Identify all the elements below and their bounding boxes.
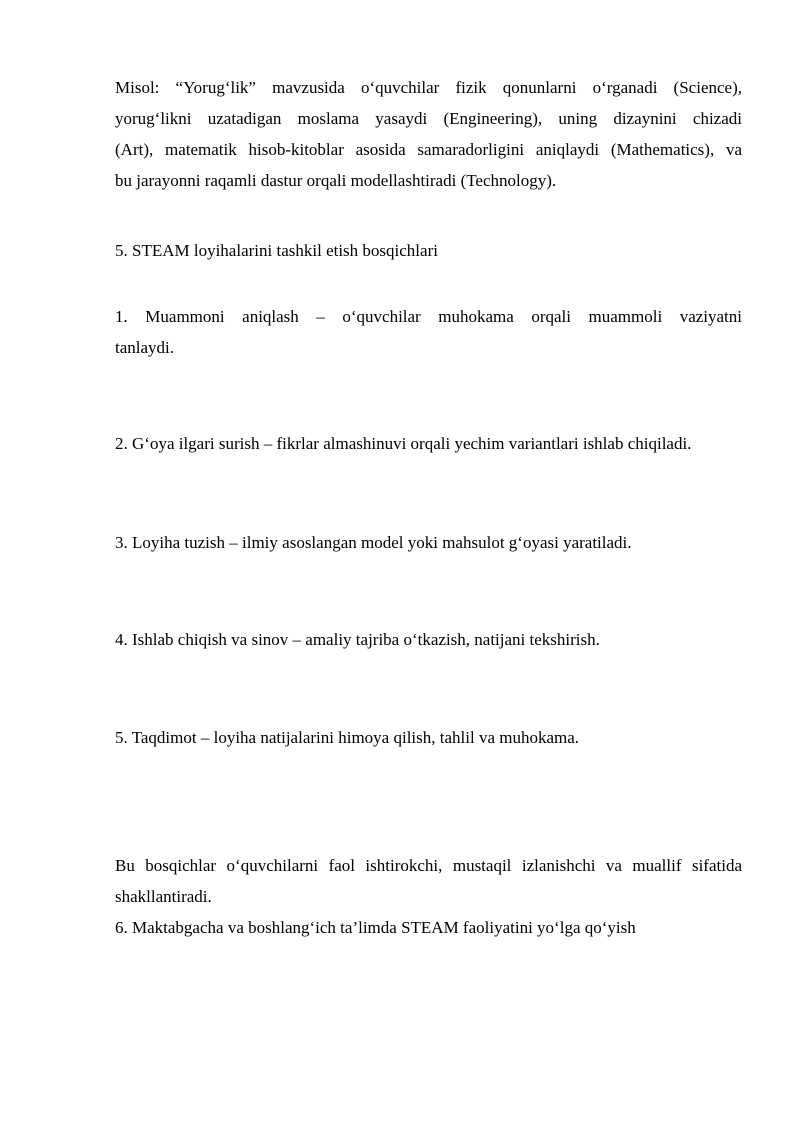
example-line-1: Misol: “Yorug‘lik” mavzusida o‘quvchilar fizik qonunlarni o‘rganadi (Science), [115, 78, 742, 97]
step-5-paragraph [115, 722, 742, 753]
example-line-2: yorug‘likni uzatadigan moslama yasaydi (Engineering), uning dizaynini chizadi [115, 109, 742, 128]
conclusion-paragraph [115, 850, 742, 943]
step-1-paragraph [115, 301, 742, 363]
step-2-text: 2. G‘oya ilgari surish – fikrlar almashinuvi orqali yechim variantlari ishlab chiqiladi. [115, 434, 692, 453]
section-5-heading-text: 5. STEAM loyihalarini tashkil etish bosqichlari [115, 241, 438, 260]
section-6-heading: 6. Maktabgacha va boshlang‘ich ta’limda STEAM faoliyatini yo‘lga qo‘yish [115, 918, 636, 937]
example-line-4: bu jarayonni raqamli dastur orqali modellashtiradi (Technology). [115, 171, 557, 190]
step-1-line-2: tanlaydi. [115, 338, 175, 357]
step-3-text: 3. Loyiha tuzish – ilmiy asoslangan model yoki mahsulot g‘oyasi yaratiladi. [115, 533, 632, 552]
example-paragraph [115, 72, 742, 196]
conclusion-line-1: Bu bosqichlar o‘quvchilarni faol ishtirokchi, mustaqil izlanishchi va muallif sifatida [115, 856, 742, 875]
example-line-3: (Art), matematik hisob-kitoblar asosida samaradorligini aniqlaydi (Mathematics), va [115, 140, 742, 159]
section-5-heading [115, 235, 742, 266]
conclusion-line-2: shakllantiradi. [115, 887, 212, 906]
step-4-text: 4. Ishlab chiqish va sinov – amaliy tajriba o‘tkazish, natijani tekshirish. [115, 630, 600, 649]
step-5-text: 5. Taqdimot – loyiha natijalarini himoya qilish, tahlil va muhokama. [115, 728, 580, 747]
step-3-paragraph [115, 527, 742, 558]
step-4-paragraph [115, 624, 742, 655]
step-1-line-1: 1. Muammoni aniqlash – o‘quvchilar muhokama orqali muammoli vaziyatni [115, 307, 742, 326]
step-2-paragraph [115, 428, 742, 459]
